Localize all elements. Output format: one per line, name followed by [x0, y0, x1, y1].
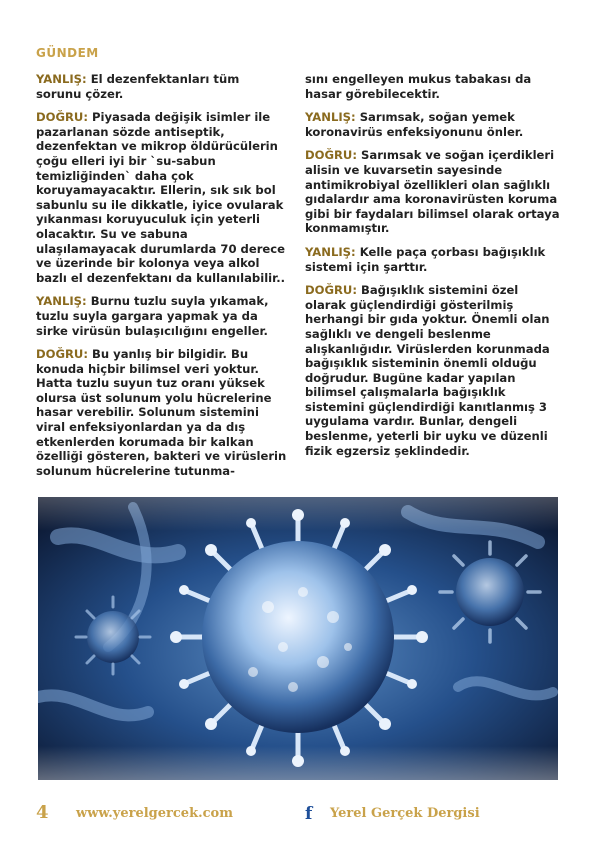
paragraph-tag: DOĞRU:: [36, 110, 88, 125]
paragraph: [36, 347, 288, 478]
paragraph: [36, 294, 288, 338]
paragraph: [305, 283, 561, 458]
paragraph: [305, 148, 561, 236]
paragraph-text: Bu yanlış bir bilgidir. Bu konuda hiçbir bilimsel veri yoktur. Hatta tuzlu suyun tuz oranı yüksek olursa üst solunum yolu hücrelerine hasar verebilir. Solunum sistemini viral enfeksiyonlardan ya da dış etkenlerden korumada bir kalkan özelliği gösteren, bakteri ve virüslerin solunum hücrelerine tutunma-: [36, 347, 287, 478]
paragraph-text: sını engelleyen mukus tabakası da hasar görebilecektir.: [305, 72, 532, 101]
right-column: [305, 72, 561, 467]
facebook-icon[interactable]: f: [305, 804, 313, 824]
paragraph-text: Burnu tuzlu suyla yıkamak, tuzlu suyla gargara yapmak ya da sirke virüsün bulaşıcılığını engeller.: [36, 294, 269, 338]
footer: [0, 802, 595, 826]
magazine-name: Yerel Gerçek Dergisi: [330, 806, 480, 821]
paragraph: [305, 245, 561, 274]
virus-svg: [38, 497, 558, 780]
website-link[interactable]: www.yerelgercek.com: [76, 806, 233, 821]
paragraph: [305, 110, 561, 139]
paragraph: [36, 110, 288, 285]
paragraph-tag: YANLIŞ:: [36, 294, 87, 309]
section-label: GÜNDEM: [36, 46, 99, 60]
paragraph-tag: YANLIŞ:: [305, 110, 356, 125]
page-number: 4: [36, 802, 49, 823]
paragraph-tag: DOĞRU:: [36, 347, 88, 362]
paragraph: [305, 72, 561, 101]
paragraph-tag: DOĞRU:: [305, 283, 357, 298]
paragraph: [36, 72, 288, 101]
paragraph-tag: YANLIŞ:: [305, 244, 356, 259]
left-column: [36, 72, 288, 487]
virus-illustration: [38, 497, 558, 780]
paragraph-text: Sarımsak ve soğan içerdikleri alisin ve kuvarsetin sayesinde antimikrobiyal özellikleri olan sağlıklı gıdalardır ama koronavirüsten koruma gibi bir faydaları bilimsel olarak ortaya konmamıştır.: [305, 148, 560, 236]
paragraph-text: Kelle paça çorbası bağışıklık sistemi için şarttır.: [305, 244, 546, 274]
paragraph-text: Piyasada değişik isimler ile pazarlanan sözde antiseptik, dezenfektan ve mikrop öldürücülerin çoğu elleri iyi bir `su-sabun temizliğinden` daha çok koruyamayacaktır. Ellerin, sık sık bol sabunlu su ile dikkatle, iyice ovularak yıkanması koruyuculuk için yeterli olacaktır. Su ve sabuna ulaşılamayacak durumlarda 70 derece ve üzerinde bir kolonya veya alkol bazlı el dezenfektanı da kullanılabilir..: [36, 110, 286, 285]
paragraph-tag: YANLIŞ:: [36, 72, 87, 86]
paragraph-text: Sarımsak, soğan yemek koronavirüs enfeksiyonunu önler.: [305, 110, 524, 139]
paragraph-tag: DOĞRU:: [305, 148, 357, 163]
paragraph-text: El dezenfektanları tüm sorunu çözer.: [36, 72, 240, 101]
paragraph-text: Bağışıklık sistemini özel olarak güçlendirdiği gösterilmiş herhangi bir gıda yoktur. Önemli olan sağlıklı ve dengeli beslenme alışkanlığıdır. Virüslerden korunmada bağışıklık sisteminin önemli olduğu doğrudur. Bugüne kadar yapılan bilimsel çalışmalarla bağışıklık sistemini güçlendirdiği kanıtlanmış 3 uygulama vardır. Bunlar, dengeli beslenme, yeterli bir uyku ve düzenli fizik egzersiz şeklindedir.: [305, 283, 550, 458]
